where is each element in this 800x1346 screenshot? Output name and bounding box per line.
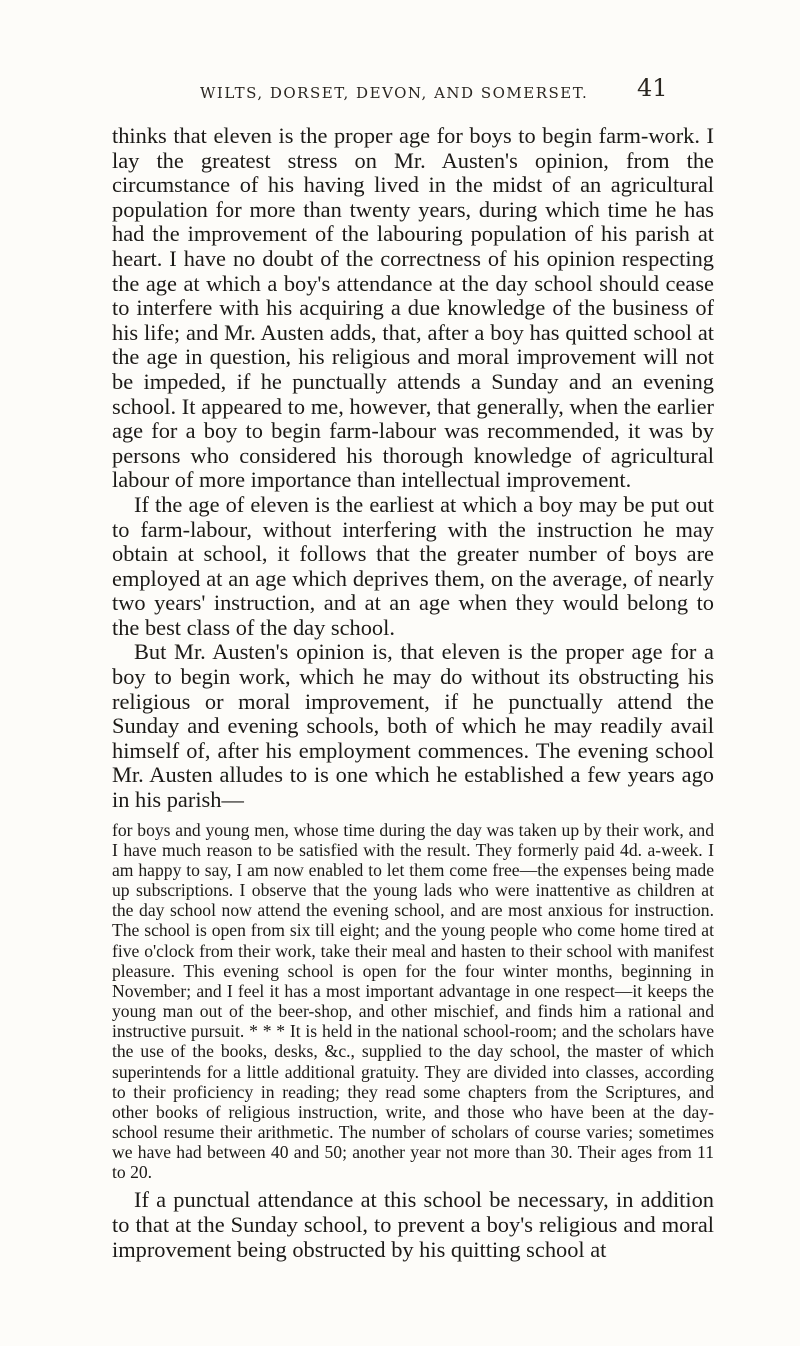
paragraph-4: If a punctual attendance at this school be necessary, in addition to that at the Sunday school, to prevent a boy's religious and moral improvement being obstructed by his quitting school at <box>112 1187 714 1262</box>
page-number: 41 <box>637 74 668 102</box>
quotation-text: for boys and young men, whose time during the day was taken up by their work, and I have much reason to be satisfied with the result. They formerly paid 4d. a-week. I am happy to say, I am now enabled to let them come free—the expenses being made up subscriptions. I observe that the young lads who were inattentive as children at the day school now attend the evening school, and are most anxious for instruction. The school is open from six till eight; and the young people who come home tired at five o'clock from their work, take their meal and hasten to their school with manifest pleasure. This evening school is open for the four winter months, beginning in November; and I feel it has a most important advantage in one respect—it keeps the young man out of the beer-shop, and other mischief, and finds him a rational and instructive pursuit. * * * It is held in the national school-room; and the scholars have the use of the books, desks, &c., supplied to the day school, the master of which superintends for a little additional gratuity. They are divided into classes, according to their proficiency in reading; they read some chapters from the Scriptures, and other books of religious instruction, write, and those who have been at the day-school resume their arithmetic. The number of scholars of course varies; sometimes we have had between 40 and 50; another year not more than 30. Their ages from 11 to 20. <box>112 819 714 1183</box>
paragraph-1: thinks that eleven is the proper age for boys to begin farm-work. I lay the greatest stress on Mr. Austen's opinion, from the circumstance of his having lived in the midst of an agricultural population for more than twenty years, during which time he has had the improvement of the labouring population of his parish at heart. I have no doubt of the correctness of his opinion respecting the age at which a boy's attendance at the day school should cease to interfere with his acquiring a due knowledge of the business of his life; and Mr. Austen adds, that, after a boy has quitted school at the age in question, his religious and moral improvement will not be impeded, if he punctually attends a Sunday and an evening school. It appeared to me, however, that generally, when the earlier age for a boy to begin farm-labour was recommended, it was by persons who considered his thorough knowledge of agricultural labour of more importance than intellectual improvement. <box>112 123 714 493</box>
paragraph-2: If the age of eleven is the earliest at which a boy may be put out to farm-labour, without interfering with the instruction he may obtain at school, it follows that the greater number of boys are employed at an age which deprives them, on the average, of nearly two years' instruction, and at an age when they would belong to the best class of the day school. <box>112 491 714 640</box>
paragraph-3: But Mr. Austen's opinion is, that eleven is the proper age for a boy to begin work, which he may do without its obstructing his religious or moral improvement, if he punctually attend the Sunday and evening schools, both of which he may readily avail himself of, after his employment commences. The evening school Mr. Austen alludes to is one which he established a few years ago in his parish— <box>112 639 714 813</box>
running-title: WILTS, DORSET, DEVON, AND SOMERSET. <box>200 84 589 102</box>
body-text <box>112 124 714 1262</box>
block-quotation <box>112 820 714 1183</box>
